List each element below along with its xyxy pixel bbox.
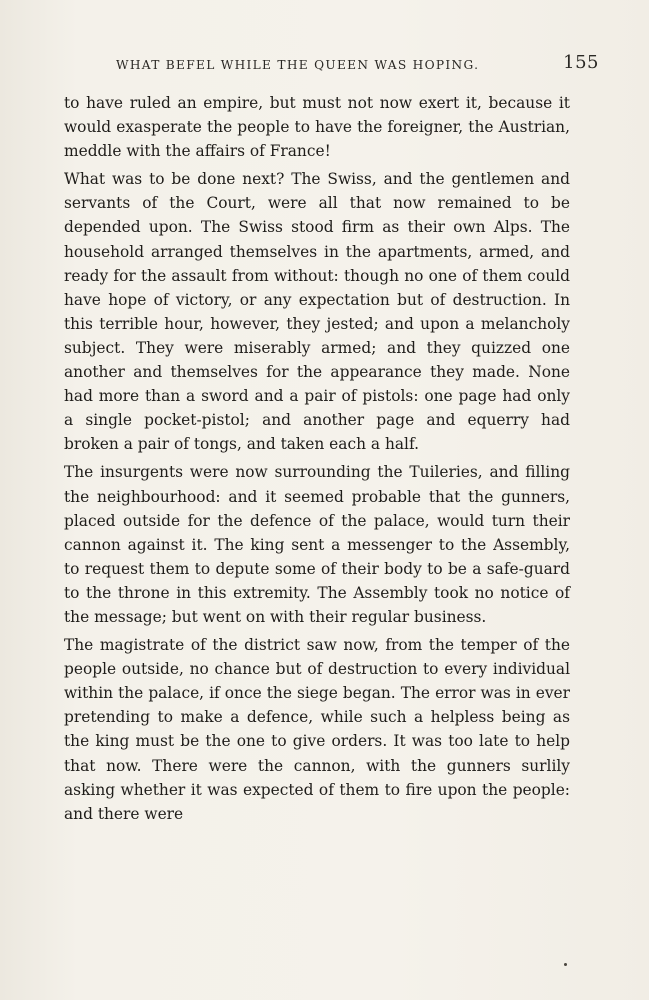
ink-speck: [564, 963, 567, 966]
page-number: 155: [563, 52, 599, 73]
paragraph-2: What was to be done next? The Swiss, and the gentlemen and servants of the Court, were all that now remained to be depended upon. The Swiss stood firm as their own Alps. The household arranged themselves in the apartments, armed, and ready for the assault from without: though no one of them could have hope of victory, or any expectation but of destruction. In this terrible hour, however, they jested; and upon a melancholy subject. They were miserably armed; and they quizzed one another and themselves for the appearance they made. None had more than a sword and a pair of pistols: one page had only a single pocket-pistol; and another page and equerry had broken a pair of tongs, and taken each a half.: [64, 170, 570, 454]
running-head: WHAT BEFEL WHILE THE QUEEN WAS HOPING.: [116, 58, 480, 72]
paragraph-1: to have ruled an empire, but must not now exert it, because it would exasperate the people to have the foreigner, the Austrian, meddle with the affairs of France!: [64, 94, 570, 161]
body-text: [64, 91, 570, 826]
page-header: [64, 52, 599, 78]
paragraph-4: The magistrate of the district saw now, from the temper of the people outside, no chance but of destruction to every individual within the palace, if once the siege began. The error was in ever pretending to make a defence, while such a helpless being as the king must be the one to give orders. It was too late to help that now. There were the cannon, with the gunners surlily asking whether it was expected of them to fire upon the people: and there were: [64, 636, 570, 823]
paragraph-3: The insurgents were now surrounding the Tuileries, and filling the neighbourhood: and it seemed probable that the gunners, placed outside for the defence of the palace, would turn their cannon against it. The king sent a messenger to the Assembly, to request them to depute some of their body to be a safe-guard to the throne in this extremity. The Assembly took no notice of the message; but went on with their regular business.: [64, 463, 570, 626]
